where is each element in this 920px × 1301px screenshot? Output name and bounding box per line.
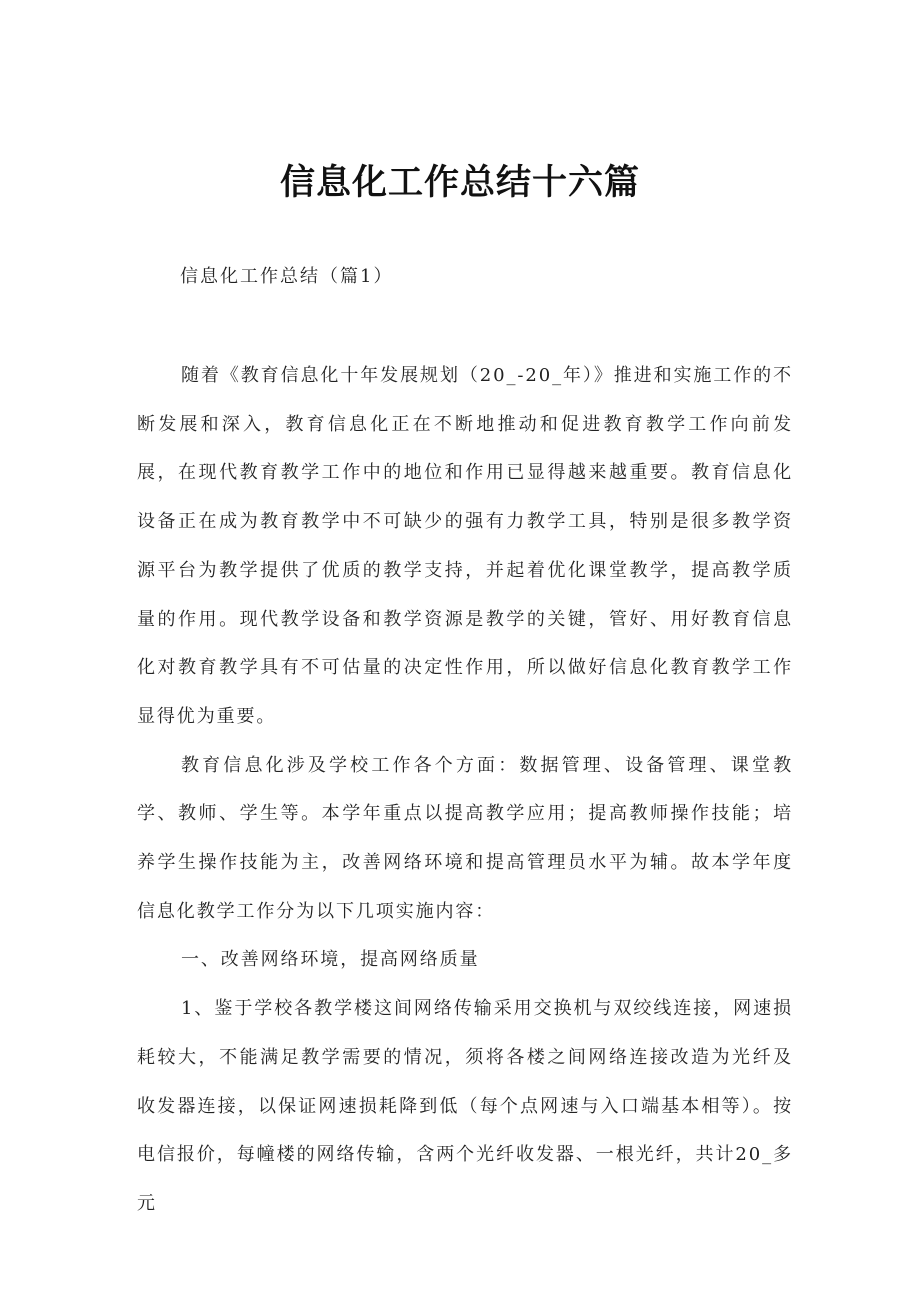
- subsection-heading: 一、改善网络环境，提高网络质量: [181, 949, 480, 971]
- body-paragraph: 教育信息化涉及学校工作各个方面：数据管理、设备管理、课堂教学、教师、学生等。本学年重点以提高教学应用；提高教师操作技能；培养学生操作技能为主，改善网络环境和提高管理员水平为辅。故本学年度信息化教学工作分为以下几项实施内容：: [137, 754, 793, 922]
- body-paragraph: 1、鉴于学校各教学楼这间网络传输采用交换机与双绞线连接，网速损耗较大，不能满足教学需要的情况，须将各楼之间网络连接改造为光纤及收发器连接，以保证网速损耗降到低（每个点网速与入口端基本相等）。按电信报价，每幢楼的网络传输，含两个光纤收发器、一根光纤，共计20_多元: [137, 998, 793, 1214]
- document-body: [137, 352, 793, 1229]
- body-paragraph: 随着《教育信息化十年发展规划（20_-20_年）》推进和实施工作的不断发展和深入，教育信息化正在不断地推动和促进教育教学工作向前发展，在现代教育教学工作中的地位和作用已显得越来越重要。教育信息化设备正在成为教育教学中不可缺少的强有力教学工具，特别是很多教学资源平台为教学提供了优质的教学支持，并起着优化课堂教学，提高教学质量的作用。现代教学设备和教学资源是教学的关键，管好、用好教育信息化对教育教学具有不可估量的决定性作用，所以做好信息化教育教学工作显得优为重要。: [137, 365, 793, 727]
- document-title: 信息化工作总结十六篇: [279, 163, 640, 203]
- section-heading: 信息化工作总结（篇1）: [180, 266, 394, 287]
